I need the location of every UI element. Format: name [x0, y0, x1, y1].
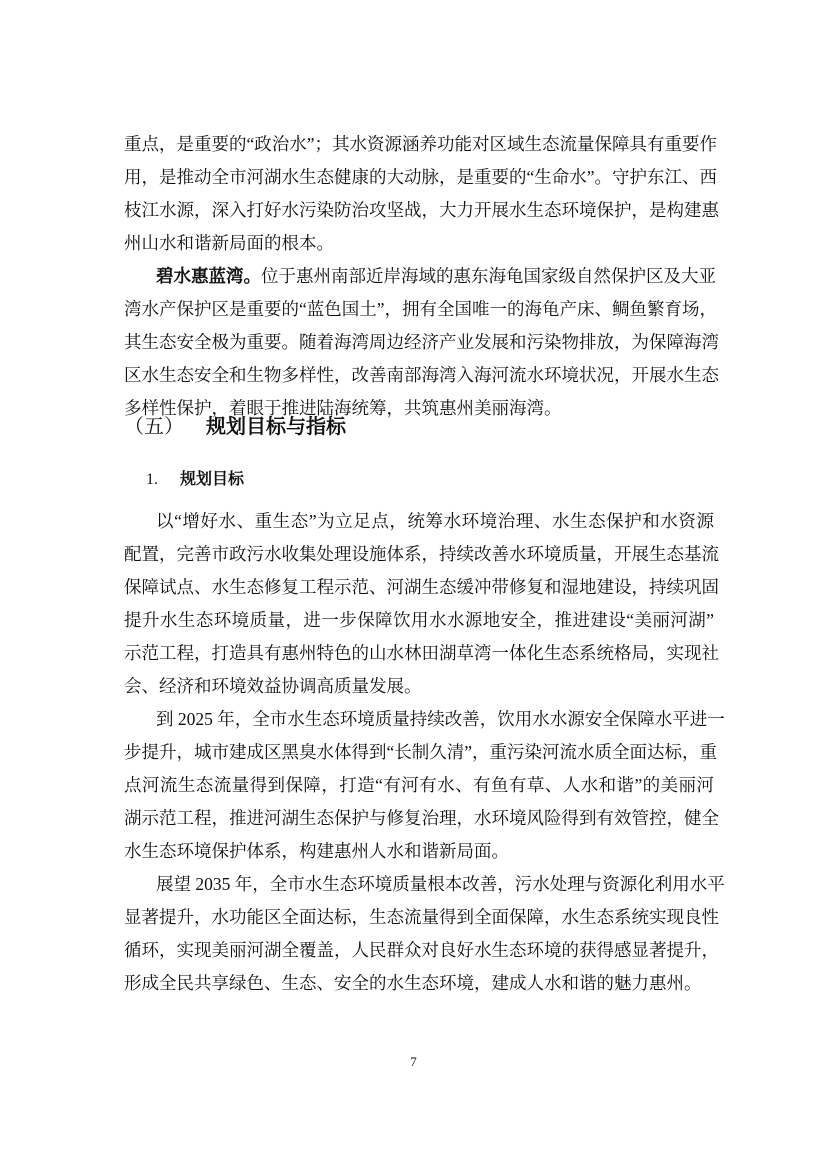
text-line: 会、经济和环境效益协调高质量发展。 [124, 676, 422, 696]
text-line: 显著提升，水功能区全面达标，生态流量得到全面保障，水生态系统实现良性 [124, 907, 719, 927]
paragraph-goals [124, 505, 719, 703]
text-line: 水生态环境保护体系，构建惠州人水和谐新局面。 [124, 841, 509, 861]
text-line: 重点，是重要的“政治水”；其水资源涵养功能对区域生态流量保障具有重要作 [124, 134, 718, 154]
text-line: 点河流生态流量得到保障，打造“有河有水、有鱼有草、人水和谐”的美丽河 [124, 775, 714, 795]
text-line: 提升水生态环境质量，进一步保障饮用水水源地安全，推进建设“美丽河湖” [124, 610, 714, 630]
text-line: 湾水产保护区是重要的“蓝色国土”，拥有全国唯一的海龟产床、鲷鱼繁育场， [124, 299, 718, 319]
text-line: 循环，实现美丽河湖全覆盖，人民群众对良好水生态环境的获得感显著提升， [124, 940, 719, 960]
text-line: 以“增好水、重生态”为立足点，统筹水环境治理、水生态保护和水资源 [156, 511, 714, 531]
subsection-heading [146, 465, 244, 495]
paragraph-blue-bay [124, 260, 719, 425]
text-line: 枝江水源，深入打好水污染防治攻坚战，大力开展水生态环境保护，是构建惠 [124, 200, 719, 220]
text-line: 配置，完善市政污水收集处理设施体系，持续改善水环境质量，开展生态基流 [124, 544, 719, 564]
section-heading [124, 410, 346, 444]
paragraph-2035 [124, 868, 725, 1000]
paragraph-lead-heading: 碧水惠蓝湾。 [156, 266, 261, 286]
section-number: （五） [124, 416, 184, 438]
text-line: 多样性保护，着眼于推进陆海统筹，共筑惠州美丽海湾。 [124, 398, 562, 418]
text-line: 湖示范工程，推进河湖生态保护与修复治理，水环境风险得到有效管控，健全 [124, 808, 719, 828]
text-line: 州山水和谐新局面的根本。 [124, 233, 334, 253]
text-line: 示范工程，打造具有惠州特色的山水林田湖草湾一体化生态系统格局，实现社 [124, 643, 719, 663]
text-line [124, 260, 714, 293]
subsection-title: 规划目标 [180, 471, 245, 488]
section-title: 规划目标与指标 [206, 416, 346, 438]
text-line: 用，是推动全市河湖水生态健康的大动脉，是重要的“生命水”。守护东江、西 [124, 167, 718, 187]
text-line: 其生态安全极为重要。随着海湾周边经济产业发展和污染物排放，为保障海湾 [124, 332, 719, 352]
text-line: 区水生态安全和生物多样性，改善南部海湾入海河流水环境状况，开展水生态 [124, 365, 719, 385]
text-line: 形成全民共享绿色、生态、安全的水生态环境，建成人水和谐的魅力惠州。 [124, 973, 702, 993]
subsection-number: 1. [146, 471, 158, 488]
page-number: 7 [410, 1054, 417, 1069]
text-span: 位于惠州南部近岸海域的惠东海龟国家级自然保护区及大亚 [261, 266, 716, 286]
text-line: 步提升，城市建成区黑臭水体得到“长制久清”，重污染河流水质全面达标，重 [124, 742, 718, 762]
text-line: 展望 2035 年，全市水生态环境质量根本改善，污水处理与资源化利用水平 [156, 874, 725, 894]
paragraph-2025 [124, 703, 725, 868]
paragraph-water-source [124, 128, 719, 260]
text-line: 到 2025 年，全市水生态环境质量持续改善，饮用水水源安全保障水平进一 [156, 709, 725, 729]
text-line: 保障试点、水生态修复工程示范、河湖生态缓冲带修复和湿地建设，持续巩固 [124, 577, 719, 597]
